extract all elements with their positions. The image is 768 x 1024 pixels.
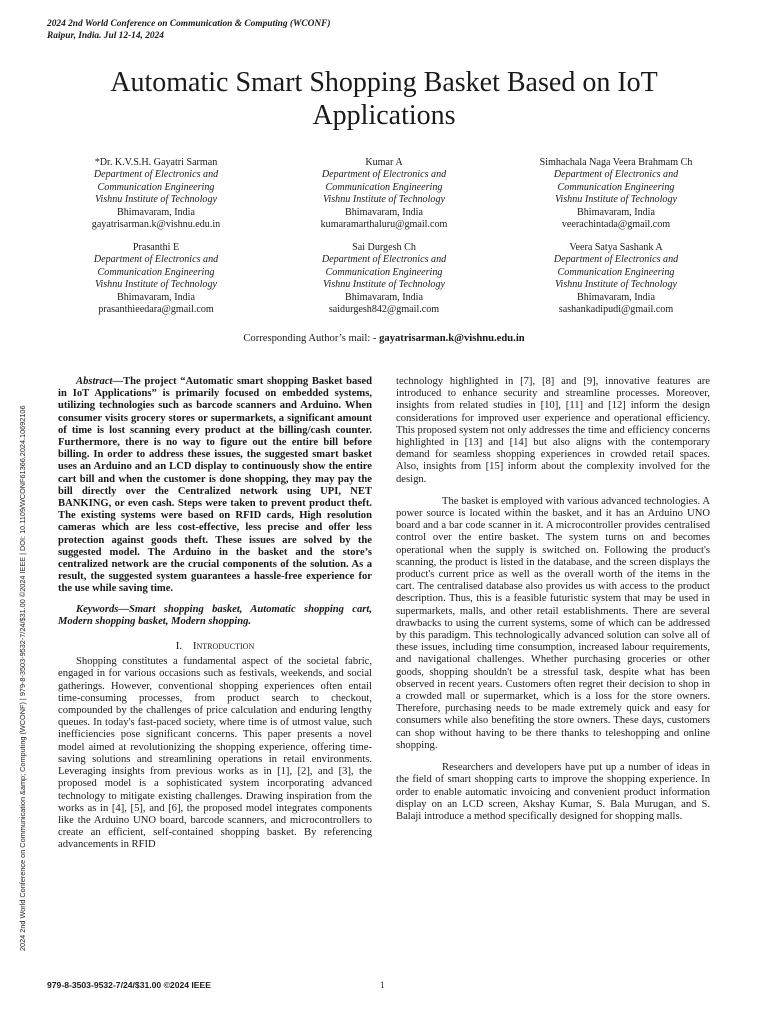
author-city: Bhimavaram, India xyxy=(577,291,655,303)
author-dept: Department of Electronics and xyxy=(321,254,447,266)
author-institute: Vishnu Institute of Technology xyxy=(555,194,677,206)
author-email[interactable]: prasanthieedara@gmail.com xyxy=(98,304,214,316)
corresponding-label: Corresponding Author’s mail: - xyxy=(243,333,377,344)
author-block xyxy=(507,157,725,231)
left-column xyxy=(58,376,372,852)
author-email[interactable]: kumaramarthaluru@gmail.com xyxy=(320,219,448,231)
footer-copyright: 979-8-3503-9532-7/24/$31.00 ©2024 IEEE xyxy=(47,980,212,990)
author-name: Sai Durgesh Ch xyxy=(352,242,416,253)
author-institute: Vishnu Institute of Technology xyxy=(323,194,445,206)
corresponding-author xyxy=(40,333,728,344)
author-dept: Department of Electronics and xyxy=(321,169,447,181)
author-dept: Communication Engineering xyxy=(97,266,215,278)
author-city: Bhimavaram, India xyxy=(577,206,655,218)
author-email[interactable]: sashankadipudi@gmail.com xyxy=(558,304,674,316)
right-column xyxy=(396,376,710,823)
abstract-label: Abstract— xyxy=(76,376,124,387)
author-block xyxy=(275,157,493,231)
author-city: Bhimavaram, India xyxy=(345,206,423,218)
author-name: Kumar A xyxy=(365,157,403,168)
conference-name: 2024 2nd World Conference on Communication & Computing (WCONF) xyxy=(47,19,331,29)
paragraph: technology highlighted in [7], [8] and [9], innovative features are introduced to enhance security and streamline processes. Moreover, insights from related studies in [10], [11] and [12] inform the design considerations for improved user experience and operational efficiency. This proposed system not only addresses the time and efficiency concerns highlighted in [13] and [14] but also aligns with the contemporary demand for seamless shopping experiences in crowded retail spaces. Also, insights from [15] inform about the complexity involved for the design. xyxy=(396,376,710,485)
author-institute: Vishnu Institute of Technology xyxy=(323,279,445,291)
paragraph: Researchers and developers have put up a number of ideas in the field of smart shopping carts to improve the shopping experience. In order to enable automatic invoicing and convenient product information display on an LCD screen, Akshay Kumar, S. Bala Murugan, and S. Balaji introduce a method specifically designed for shopping malls. xyxy=(396,762,710,822)
paper-title: Automatic Smart Shopping Basket Based on IoT Applications xyxy=(110,67,658,131)
author-institute: Vishnu Institute of Technology xyxy=(95,279,217,291)
abstract xyxy=(58,376,372,596)
section-number: I. xyxy=(175,640,183,653)
keywords: Keywords—Smart shopping basket, Automatic shopping cart, Modern shopping basket, Modern shopping. xyxy=(58,603,372,627)
author-block xyxy=(47,242,265,316)
author-institute: Vishnu Institute of Technology xyxy=(555,279,677,291)
conference-header xyxy=(47,18,331,42)
section-heading xyxy=(58,640,372,652)
author-email[interactable]: veerachintada@gmail.com xyxy=(561,219,671,231)
author-dept: Department of Electronics and xyxy=(553,254,679,266)
corresponding-email[interactable]: gayatrisarman.k@vishnu.edu.in xyxy=(379,333,525,344)
author-dept: Communication Engineering xyxy=(557,181,675,193)
author-city: Bhimavaram, India xyxy=(117,206,195,218)
author-email[interactable]: gayatrisarman.k@vishnu.edu.in xyxy=(91,219,221,231)
author-institute: Vishnu Institute of Technology xyxy=(95,194,217,206)
author-block xyxy=(47,157,265,231)
author-city: Bhimavaram, India xyxy=(345,291,423,303)
author-name: Prasanthi E xyxy=(132,242,180,253)
page-number: 1 xyxy=(380,980,385,990)
author-dept: Communication Engineering xyxy=(325,266,443,278)
intro-paragraph: Shopping constitutes a fundamental aspect of the societal fabric, engaged in for various occasions such as festivals, weekends, and social gatherings. However, conventional shopping experiences often entail time-consuming processes, from product search to checkout, compounded by the challenges of price calculation and enduring lengthy queues. In today's fast-paced society, where time is of utmost value, such inefficiencies pose significant concerns. This paper presents a novel model aimed at revolutionizing the shopping experience, offering time-saving solutions and streamlining operations in retail environments. Leveraging insights from previous works as in [1], [2], and [3], the proposed model is a sophisticated system incorporating advanced technology to mitigate existing challenges. Drawing inspiration from the works as in [4], [5], and [6], the proposed model integrates components like the Arduino UNO board, barcode scanners, and microcontrollers to create an efficient, self-contained shopping basket. By referencing advancements in RFID xyxy=(58,656,372,851)
author-name: *Dr. K.V.S.H. Gayatri Sarman xyxy=(94,157,218,168)
author-dept: Department of Electronics and xyxy=(93,169,219,181)
author-name: Veera Satya Sashank A xyxy=(569,242,663,253)
side-doi-text: 2024 2nd World Conference on Communication &amp; Computing (WCONF) | 979-8-3503-9532-7/24/$31.00 ©2024 IEEE | DOI: 10.1109/WCONF61366.2024.10692106 xyxy=(18,405,27,951)
author-email[interactable]: saidurgesh842@gmail.com xyxy=(328,304,440,316)
abstract-text: The project “Automatic smart shopping Basket based in IoT Applications” is primarily focused on embedded systems, utilizing technologies such as barcode scanners and Arduino. When consumer visits grocery stores or supermarkets, a significant amount of time is lost scanning every product at the billing/cash counter. Furthermore, there is no way to figure out the entire bill before billing. In order to address these issues, the suggested smart basket uses an Arduino and an LCD display to continuously show the entire cart bill and when the customer is done shopping, they may pay the bill directly over the Centralized network using UPI, NET BANKING, or even cash. Steps were taken to prevent product theft. The existing systems were based on RFID cards, High resolution cameras which are less cost-effective, less precise and offer less protection against goods theft. These issues are solved by the suggested model. The Arduino in the basket and the store’s centralized network are the crucial components of the solution. As a result, the suggested system guarantees a hassle-free experience for the use while saving time. xyxy=(58,376,372,595)
author-dept: Department of Electronics and xyxy=(93,254,219,266)
author-block xyxy=(275,242,493,316)
paragraph: The basket is employed with various advanced technologies. A power source is located within the basket, and it has an Arduino UNO board and a bar code scanner in it. A microcontroller provides centralised control over the entire basket. The system turns on and becomes operational when the supply is switched on. Following the product's scanning, the product is listed in the database, and the screen displays the product's current price as well as the overall worth of the items in the cart. The centralised database also provides us with access to the product description. Thus, this is a feasible futuristic system that may be used in supermarkets, malls, and other retail establishments. There are several drawbacks to using the current systems, some of which can be addressed by this paradigm. This technologically advanced solution can solve all of these issues, including time consumption, increased labour requirements, and navigational challenges. Whether purchasing groceries or other goods, shopping shouldn't be a stressful task, despite what has been observed in recent years. Customers often regret their decision to shop in a crowded mall or supermarket, which is a loss for the store owners. Therefore, purchasing needs to be made extremely quick and easy for consumers while also benefiting the store owners. These days, customers can shop without having to be there thanks to teleshopping and online shopping. xyxy=(396,495,710,751)
author-dept: Department of Electronics and xyxy=(553,169,679,181)
section-title: Introduction xyxy=(192,640,255,653)
author-block xyxy=(507,242,725,316)
author-dept: Communication Engineering xyxy=(557,266,675,278)
conference-location: Raipur, India. Jul 12-14, 2024 xyxy=(47,31,164,41)
author-city: Bhimavaram, India xyxy=(117,291,195,303)
author-dept: Communication Engineering xyxy=(325,181,443,193)
author-dept: Communication Engineering xyxy=(97,181,215,193)
author-name: Simhachala Naga Veera Brahmam Ch xyxy=(539,157,693,168)
